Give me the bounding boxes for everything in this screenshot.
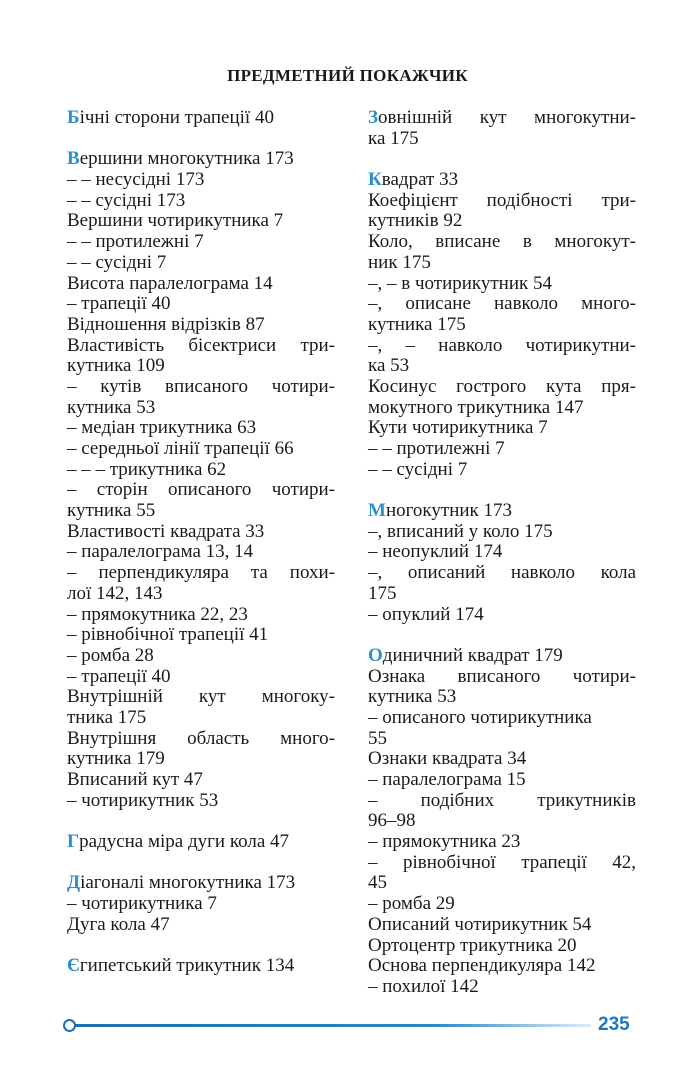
index-spacer bbox=[368, 625, 636, 646]
index-entry-text: вадрат 33 bbox=[381, 169, 459, 191]
index-entry-text: – медіан трикутника 63 bbox=[67, 417, 257, 439]
index-entry-text: – – – трикутника 62 bbox=[67, 458, 227, 480]
index-entry bbox=[67, 274, 335, 295]
index-entry bbox=[67, 708, 335, 729]
index-entry-text: – прямокутника 22, 23 bbox=[67, 603, 248, 625]
index-entry bbox=[67, 687, 335, 708]
index-entry bbox=[67, 191, 335, 212]
index-entry-text: –, описане навколо много- bbox=[368, 294, 636, 315]
index-entry bbox=[368, 460, 636, 481]
index-entry bbox=[67, 377, 335, 398]
index-entry-text: кутника 55 bbox=[67, 500, 156, 522]
index-entry-text: – прямокутника 23 bbox=[368, 831, 521, 853]
index-entry bbox=[368, 708, 636, 729]
index-entry-text: мокутного трикутника 147 bbox=[368, 396, 584, 418]
index-entry bbox=[368, 542, 636, 563]
index-entry-text: ершини многокутника 173 bbox=[79, 148, 294, 170]
footer-circle-icon bbox=[63, 1019, 76, 1032]
page-number: 235 bbox=[598, 1014, 630, 1035]
index-letter: Є bbox=[67, 955, 80, 977]
index-entry-text: – – протилежні 7 bbox=[368, 438, 505, 459]
index-entry bbox=[67, 356, 335, 377]
index-entry-text: ічні сторони трапеції 40 bbox=[79, 107, 274, 128]
index-entry-text: кутника 175 bbox=[368, 313, 466, 335]
index-entry-text: ка 175 bbox=[368, 127, 419, 149]
index-entry bbox=[67, 294, 335, 315]
index-entry-text: 45 bbox=[368, 872, 387, 894]
index-entry bbox=[67, 108, 335, 129]
index-entry bbox=[368, 170, 636, 191]
index-entry-text: гипетський трикутник 134 bbox=[79, 955, 295, 977]
index-entry-text: – паралелограма 13, 14 bbox=[67, 541, 254, 563]
index-entry bbox=[368, 605, 636, 626]
index-entry bbox=[67, 894, 335, 915]
index-entry bbox=[368, 336, 636, 357]
index-entry bbox=[67, 501, 335, 522]
index-entry bbox=[368, 749, 636, 770]
index-letter: К bbox=[368, 169, 382, 191]
index-spacer bbox=[67, 936, 335, 957]
index-entry bbox=[368, 439, 636, 460]
index-entry bbox=[67, 749, 335, 770]
index-spacer bbox=[368, 149, 636, 170]
index-entry bbox=[67, 667, 335, 688]
index-entry-text: Косинус гострого кута пря- bbox=[368, 376, 636, 397]
index-entry bbox=[67, 170, 335, 191]
index-entry bbox=[67, 956, 335, 977]
index-spacer bbox=[67, 129, 335, 150]
index-entry-text: кутника 109 bbox=[67, 355, 165, 377]
index-entry-text: – сторін описаного чотири- bbox=[67, 480, 335, 501]
index-letter: М bbox=[368, 500, 386, 522]
index-entry-text: – рівнобічної трапеції 41 bbox=[67, 624, 269, 646]
index-entry-text: 175 bbox=[368, 582, 397, 604]
index-entry bbox=[368, 108, 636, 129]
index-entry-text: – паралелограма 15 bbox=[368, 769, 526, 790]
index-entry-text: –, – навколо чотирикутни- bbox=[368, 335, 636, 356]
index-entry-text: кутника 53 bbox=[67, 396, 156, 418]
index-entry-text: кутників 92 bbox=[368, 210, 463, 232]
index-entry-text: Кути чотирикутника 7 bbox=[368, 417, 548, 439]
index-spacer bbox=[67, 811, 335, 832]
index-entry bbox=[67, 542, 335, 563]
index-entry bbox=[67, 563, 335, 584]
index-entry-text: Вписаний кут 47 bbox=[67, 769, 203, 790]
index-entry bbox=[368, 729, 636, 750]
index-entry bbox=[67, 770, 335, 791]
index-entry-text: – ромба 29 bbox=[368, 893, 455, 915]
index-entry bbox=[368, 894, 636, 915]
index-entry-text: Відношення відрізків 87 bbox=[67, 313, 265, 335]
index-entry bbox=[67, 439, 335, 460]
index-entry bbox=[67, 232, 335, 253]
index-entry bbox=[368, 873, 636, 894]
index-entry-text: – – сусідні 7 bbox=[368, 458, 468, 480]
index-entry-text: – трапеції 40 bbox=[67, 293, 171, 315]
index-entry-text: Ознака вписаного чотири- bbox=[368, 666, 636, 687]
index-entry-text: Коефіцієнт подібності три- bbox=[368, 190, 636, 211]
index-entry-text: ка 53 bbox=[368, 355, 410, 377]
page-title: ПРЕДМЕТНИЙ ПОКАЖЧИК bbox=[227, 66, 468, 85]
index-entry bbox=[368, 936, 636, 957]
index-entry-text: Властивості квадрата 33 bbox=[67, 520, 265, 542]
index-entry-text: Властивість бісектриси три- bbox=[67, 335, 335, 356]
index-entry bbox=[67, 398, 335, 419]
index-entry-text: Ознаки квадрата 34 bbox=[368, 748, 527, 770]
index-entry-text: – – протилежні 7 bbox=[67, 231, 204, 253]
index-entry bbox=[368, 915, 636, 936]
index-entry-text: – – сусідні 7 bbox=[67, 251, 167, 273]
index-entry bbox=[368, 977, 636, 998]
index-spacer bbox=[67, 853, 335, 874]
index-entry bbox=[368, 563, 636, 584]
index-entry-text: – описаного чотирикутника bbox=[368, 706, 592, 728]
index-spacer bbox=[368, 480, 636, 501]
index-entry bbox=[368, 211, 636, 232]
index-entry bbox=[368, 770, 636, 791]
index-entry bbox=[368, 398, 636, 419]
index-entry bbox=[67, 605, 335, 626]
index-entry-text: – – несусідні 173 bbox=[67, 169, 205, 191]
index-letter: В bbox=[67, 148, 80, 170]
index-entry bbox=[368, 501, 636, 522]
index-letter: З bbox=[368, 108, 379, 128]
index-entry bbox=[67, 253, 335, 274]
index-entry-text: – трапеції 40 bbox=[67, 665, 171, 687]
index-entry-text: ник 175 bbox=[368, 251, 431, 273]
index-entry bbox=[67, 480, 335, 501]
index-entry bbox=[67, 211, 335, 232]
index-entry-text: лої 142, 143 bbox=[67, 582, 163, 604]
index-entry bbox=[368, 253, 636, 274]
index-entry bbox=[368, 191, 636, 212]
index-entry bbox=[67, 646, 335, 667]
index-entry bbox=[368, 418, 636, 439]
index-entry-text: – ромба 28 bbox=[67, 644, 154, 666]
index-entry bbox=[67, 460, 335, 481]
index-entry-text: диничний квадрат 179 bbox=[382, 644, 563, 666]
index-entry-text: ногокутник 173 bbox=[385, 500, 513, 522]
index-entry bbox=[368, 584, 636, 605]
index-entry-text: – чотирикутник 53 bbox=[67, 789, 219, 811]
index-entry-text: – – сусідні 173 bbox=[67, 189, 186, 211]
index-entry-text: Внутрішній кут многоку- bbox=[67, 687, 335, 708]
index-letter: Б bbox=[67, 107, 80, 128]
index-entry-text: Ортоцентр трикутника 20 bbox=[368, 934, 577, 956]
index-entry-text: 55 bbox=[368, 727, 387, 749]
index-entry bbox=[368, 232, 636, 253]
index-entry bbox=[368, 687, 636, 708]
index-entry-text: Основа перпендикуляра 142 bbox=[368, 955, 596, 977]
index-entry bbox=[368, 356, 636, 377]
index-entry-text: –, вписаний у коло 175 bbox=[368, 520, 553, 542]
index-entry-text: Дуга кола 47 bbox=[67, 913, 170, 935]
index-entry-text: кутника 53 bbox=[368, 686, 457, 708]
index-entry-text: тника 175 bbox=[67, 706, 147, 728]
index-entry bbox=[368, 377, 636, 398]
index-letter: Д bbox=[67, 872, 81, 894]
index-entry-text: – неопуклий 174 bbox=[368, 541, 503, 563]
index-entry bbox=[368, 791, 636, 812]
index-entry-text: кутника 179 bbox=[67, 748, 165, 770]
index-entry-text: 96–98 bbox=[368, 810, 416, 832]
index-entry bbox=[368, 274, 636, 295]
index-letter: О bbox=[368, 644, 383, 666]
index-entry bbox=[67, 625, 335, 646]
index-column-left bbox=[67, 108, 335, 977]
index-entry-text: – перпендикуляра та похи- bbox=[67, 563, 335, 584]
index-entry-text: Внутрішня область много- bbox=[67, 728, 335, 749]
index-entry-text: овнішній кут многокутни- bbox=[378, 108, 636, 128]
index-column-right bbox=[368, 108, 636, 998]
index-entry-text: –, описаний навколо кола bbox=[368, 563, 636, 584]
index-entry-text: Описаний чотирикутник 54 bbox=[368, 913, 592, 935]
index-entry bbox=[67, 149, 335, 170]
index-letter: Г bbox=[67, 831, 80, 853]
index-entry-text: Вершини чотирикутника 7 bbox=[67, 210, 284, 232]
index-entry bbox=[67, 873, 335, 894]
index-entry bbox=[368, 294, 636, 315]
index-entry bbox=[67, 915, 335, 936]
index-entry bbox=[368, 129, 636, 150]
index-entry bbox=[368, 832, 636, 853]
index-entry-text: – похилої 142 bbox=[368, 975, 479, 997]
index-entry-text: Висота паралелограма 14 bbox=[67, 272, 273, 294]
index-entry bbox=[368, 667, 636, 688]
index-entry-text: – кутів вписаного чотири- bbox=[67, 376, 335, 397]
index-entry bbox=[67, 336, 335, 357]
index-entry bbox=[368, 853, 636, 874]
index-entry bbox=[67, 791, 335, 812]
index-entry-text: – подібних трикутників bbox=[368, 790, 636, 811]
index-entry-text: – середньої лінії трапеції 66 bbox=[67, 438, 294, 459]
index-entry bbox=[67, 522, 335, 543]
index-entry bbox=[368, 811, 636, 832]
index-entry-text: –, – в чотирикутник 54 bbox=[368, 272, 552, 294]
index-entry bbox=[368, 956, 636, 977]
index-entry-text: – опуклий 174 bbox=[368, 603, 484, 625]
index-entry bbox=[368, 522, 636, 543]
index-entry-text: радусна міра дуги кола 47 bbox=[79, 831, 290, 853]
index-entry bbox=[67, 315, 335, 336]
index-entry bbox=[67, 832, 335, 853]
index-entry-text: іагоналі многокутника 173 bbox=[80, 872, 296, 894]
index-entry bbox=[67, 729, 335, 750]
footer-rule bbox=[71, 1024, 591, 1027]
index-entry-text: – чотирикутника 7 bbox=[67, 893, 217, 915]
index-entry bbox=[368, 646, 636, 667]
index-entry-text: – рівнобічної трапеції 42, bbox=[368, 852, 636, 873]
index-entry bbox=[67, 584, 335, 605]
index-entry bbox=[67, 418, 335, 439]
index-entry-text: Коло, вписане в многокут- bbox=[368, 232, 636, 253]
index-entry bbox=[368, 315, 636, 336]
